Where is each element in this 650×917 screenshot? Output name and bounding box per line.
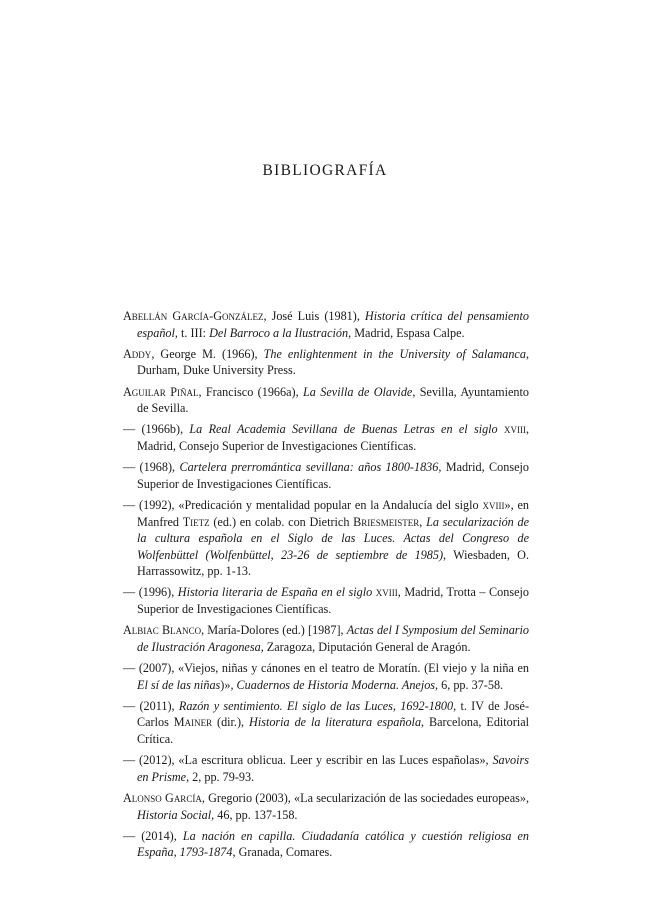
italic-title-text: Razón y sentimiento. El siglo de las Luces, 1692-1800 [178, 698, 454, 713]
bibliography-entry [123, 698, 529, 748]
entry-text: , George M. (1966), [151, 346, 264, 361]
bibliography-entry [123, 459, 529, 492]
bibliography-entry [123, 828, 529, 861]
bibliography-entry [123, 790, 529, 823]
entry-text: , t. III: [174, 325, 210, 340]
small-caps-text: Alonso García [123, 790, 202, 805]
bibliography-entry [123, 308, 529, 341]
entry-text: — (1992), «Predicación y mentalidad popular en la Andalucía del siglo [123, 497, 483, 512]
small-caps-text: xviii [375, 585, 398, 600]
bibliography-entry [123, 421, 529, 454]
italic-title-text: Cartelera prerromántica sevillana: años 1800-1836 [179, 460, 439, 475]
entry-text: )», [220, 677, 237, 692]
small-caps-text: Addy [123, 346, 152, 361]
entry-text: , María-Dolores (ed.) [1987], [201, 623, 347, 638]
italic-title-text: El sí de las niñas [137, 677, 221, 692]
italic-title-text: Historia de la literatura española [249, 715, 422, 730]
bibliography-entry [123, 622, 529, 655]
small-caps-text: xviii [482, 497, 505, 512]
entry-text: , José Luis (1981), [263, 309, 365, 323]
bibliography-entry [123, 752, 529, 785]
small-caps-text: xviii [503, 422, 526, 437]
italic-title-text: Savoirs en Prisme [137, 753, 529, 784]
entry-text: , Zaragoza, Diputación General de Aragón. [260, 639, 471, 654]
entry-text: », en Manfred [137, 497, 529, 529]
entry-text: — (1966b), [123, 422, 190, 437]
italic-title-text: La secularización de la cultura española en el Siglo de las Luces. Actas del Congreso de Wolfenbüttel (Wolfenbüttel, 23-26 de septiembre de 1985) [137, 514, 529, 562]
entry-text: , Wiesbaden, O. Harrassowitz, pp. 1-13. [137, 547, 529, 579]
entry-text: , 46, pp. 137-158. [211, 807, 298, 822]
entry-text: , t. IV de José-Carlos [137, 698, 529, 730]
bibliography-entry [123, 384, 529, 417]
entry-text: (ed.) en colab. con Dietrich [209, 514, 354, 529]
italic-title-text: La Real Academia Sevillana de Buenas Letras en el siglo [189, 422, 504, 437]
entry-text: , Madrid, Espasa Calpe. [348, 325, 465, 340]
small-caps-text: Abellán García-González [123, 309, 264, 323]
entry-text: — (1996), [123, 585, 178, 600]
entry-text: , Barcelona, Editorial Crítica. [137, 715, 530, 746]
bibliography-entry [123, 497, 529, 580]
entry-text: , Gregorio (2003), «La secularización de las sociedades europeas», [201, 790, 530, 805]
entry-text: , Madrid, Consejo Superior de Investigaciones Científicas. [137, 460, 529, 491]
italic-title-text: Historia literaria de España en el siglo [177, 585, 376, 600]
bibliography-entry [123, 346, 529, 379]
small-caps-text: Mainer [173, 715, 213, 730]
small-caps-text: Aguilar Piñal [123, 384, 199, 399]
small-caps-text: Tietz [182, 514, 210, 529]
italic-title-text: The enlightenment in the University of Salamanca [263, 346, 526, 361]
entry-text: , Sevilla, Ayuntamiento de Sevilla. [137, 384, 529, 416]
entry-text: , [419, 514, 427, 529]
entry-text: (dir.), [212, 715, 250, 730]
entry-text: — (2012), «La escritura oblicua. Leer y escribir en las Luces españolas», [123, 753, 493, 768]
italic-title-text: La Sevilla de Olavide [303, 384, 413, 399]
entry-text: , Durham, Duke University Press. [137, 346, 529, 378]
entry-text: , Madrid, Trotta – Consejo Superior de Investigaciones Científicas. [137, 585, 529, 617]
entry-text: , Francisco (1966a), [198, 384, 304, 399]
small-caps-text: Briesmeister [353, 514, 420, 529]
italic-title-text: Actas del I Symposium del Seminario de Ilustración Aragonesa [137, 623, 530, 654]
entry-text: — (1968), [123, 460, 180, 475]
page-title: BIBLIOGRAFÍA [262, 162, 388, 179]
entry-text: — (2007), «Viejos, niñas y cánones en el teatro de Moratín. (El viejo y la niña en [123, 661, 529, 676]
italic-title-text: La nación en capilla. Ciudadanía católica y cuestión religiosa en España, 1793-1874 [137, 828, 529, 860]
entry-text: — (2011), [123, 698, 179, 713]
italic-title-text: Del Barroco a la Ilustración [209, 325, 349, 340]
entry-text: , Granada, Comares. [232, 845, 333, 860]
bibliography-entry [123, 584, 529, 617]
small-caps-text: Albiac Blanco [123, 623, 202, 638]
italic-title-text: Cuadernos de Historia Moderna. Anejos [236, 677, 436, 692]
bibliography-list [123, 308, 529, 866]
entry-text: — (2014), [123, 828, 183, 843]
italic-title-text: Historia Social [137, 807, 212, 822]
bibliography-entry [123, 660, 529, 693]
entry-text: , 6, pp. 37-58. [435, 677, 504, 692]
entry-text: , Madrid, Consejo Superior de Investigaciones Científicas. [137, 422, 529, 453]
entry-text: , 2, pp. 79-93. [186, 769, 255, 784]
italic-title-text: Historia crítica del pensamiento español [137, 309, 529, 340]
